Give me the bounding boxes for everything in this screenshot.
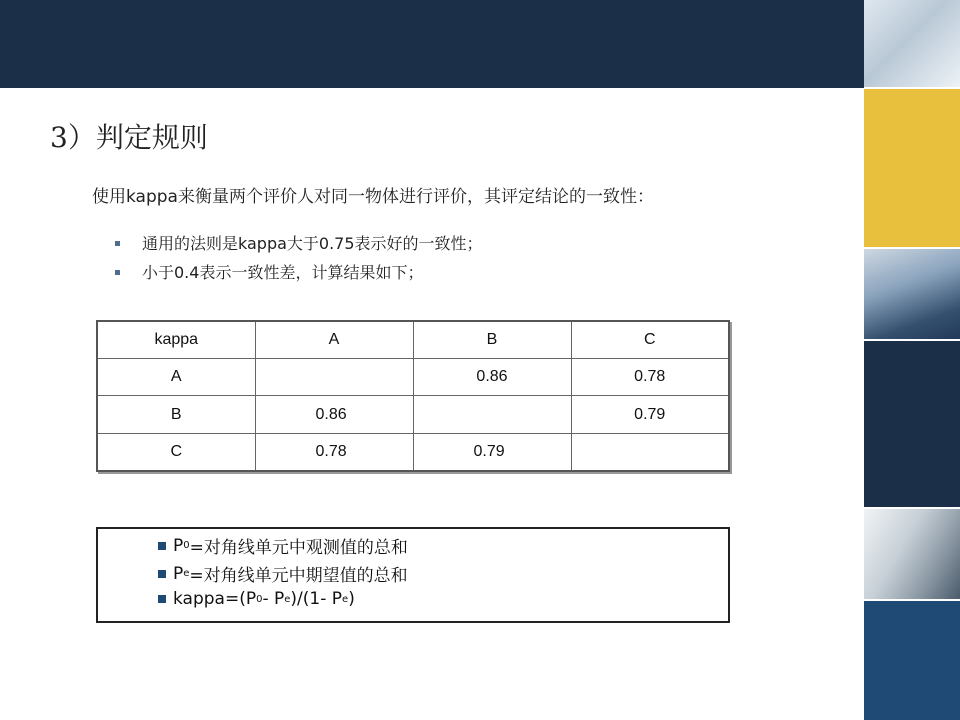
table-cell: 0.78 [255, 433, 413, 471]
formula-symbol: P [173, 563, 184, 584]
square-bullet-icon [158, 542, 166, 550]
decorative-side-strip [864, 0, 960, 720]
formula-symbol: P [173, 535, 184, 556]
formula-kappa [158, 589, 355, 609]
table-cell: 0.78 [571, 359, 729, 396]
formula-part: ) [348, 589, 355, 609]
stock-chart-image [864, 0, 960, 88]
bullet-text: 小于0.4表示一致性差，计算结果如下； [142, 263, 424, 282]
bullet-item [115, 257, 483, 286]
table-cell [255, 359, 413, 396]
formula-pe [158, 561, 408, 586]
table-row [97, 396, 729, 433]
table-row [97, 359, 729, 396]
row-label-cell: B [97, 396, 255, 433]
blue-block [864, 600, 960, 720]
square-bullet-icon [115, 241, 120, 246]
row-label-cell: C [97, 433, 255, 471]
header-cell: C [571, 321, 729, 359]
bullet-item [115, 228, 483, 257]
strip-divider [864, 247, 960, 249]
formula-box [96, 527, 730, 623]
header-band [0, 0, 864, 88]
table-cell: 0.79 [413, 433, 571, 471]
formula-subscript: e [284, 593, 291, 605]
strip-divider [864, 87, 960, 89]
formula-p0 [158, 533, 408, 558]
intro-text: 使用kappa来衡量两个评价人对同一物体进行评价，其评定结论的一致性： [92, 187, 654, 207]
table-cell: 0.86 [413, 359, 571, 396]
yellow-block [864, 88, 960, 248]
strip-divider [864, 599, 960, 601]
formula-part: - P [262, 589, 285, 609]
table-cell: 0.86 [255, 396, 413, 433]
table-cell [413, 396, 571, 433]
row-label-cell: A [97, 359, 255, 396]
formula-text: =对角线单元中期望值的总和 [189, 566, 408, 586]
header-cell: kappa [97, 321, 255, 359]
formula-subscript: 0 [256, 593, 263, 605]
table-header-row [97, 321, 729, 359]
formula-part: kappa=(P [173, 589, 257, 609]
bullet-text: 通用的法则是kappa大于0.75表示好的一致性； [142, 234, 483, 253]
bullet-list [115, 228, 483, 286]
navy-block [864, 340, 960, 508]
paper-hands-image [864, 508, 960, 600]
printer-image [864, 248, 960, 340]
formula-text: =对角线单元中观测值的总和 [189, 538, 408, 558]
table-row [97, 433, 729, 471]
table-cell [571, 433, 729, 471]
formula-part: )/(1- P [290, 589, 343, 609]
strip-divider [864, 339, 960, 341]
slide-title: 3）判定规则 [50, 121, 208, 154]
formula-subscript: 0 [183, 540, 190, 551]
formula-subscript: e [342, 593, 349, 605]
formula-subscript: e [183, 568, 190, 579]
square-bullet-icon [115, 270, 120, 275]
strip-divider [864, 507, 960, 509]
kappa-table [96, 320, 730, 472]
header-cell: A [255, 321, 413, 359]
header-cell: B [413, 321, 571, 359]
square-bullet-icon [158, 595, 166, 603]
square-bullet-icon [158, 570, 166, 578]
table-cell: 0.79 [571, 396, 729, 433]
